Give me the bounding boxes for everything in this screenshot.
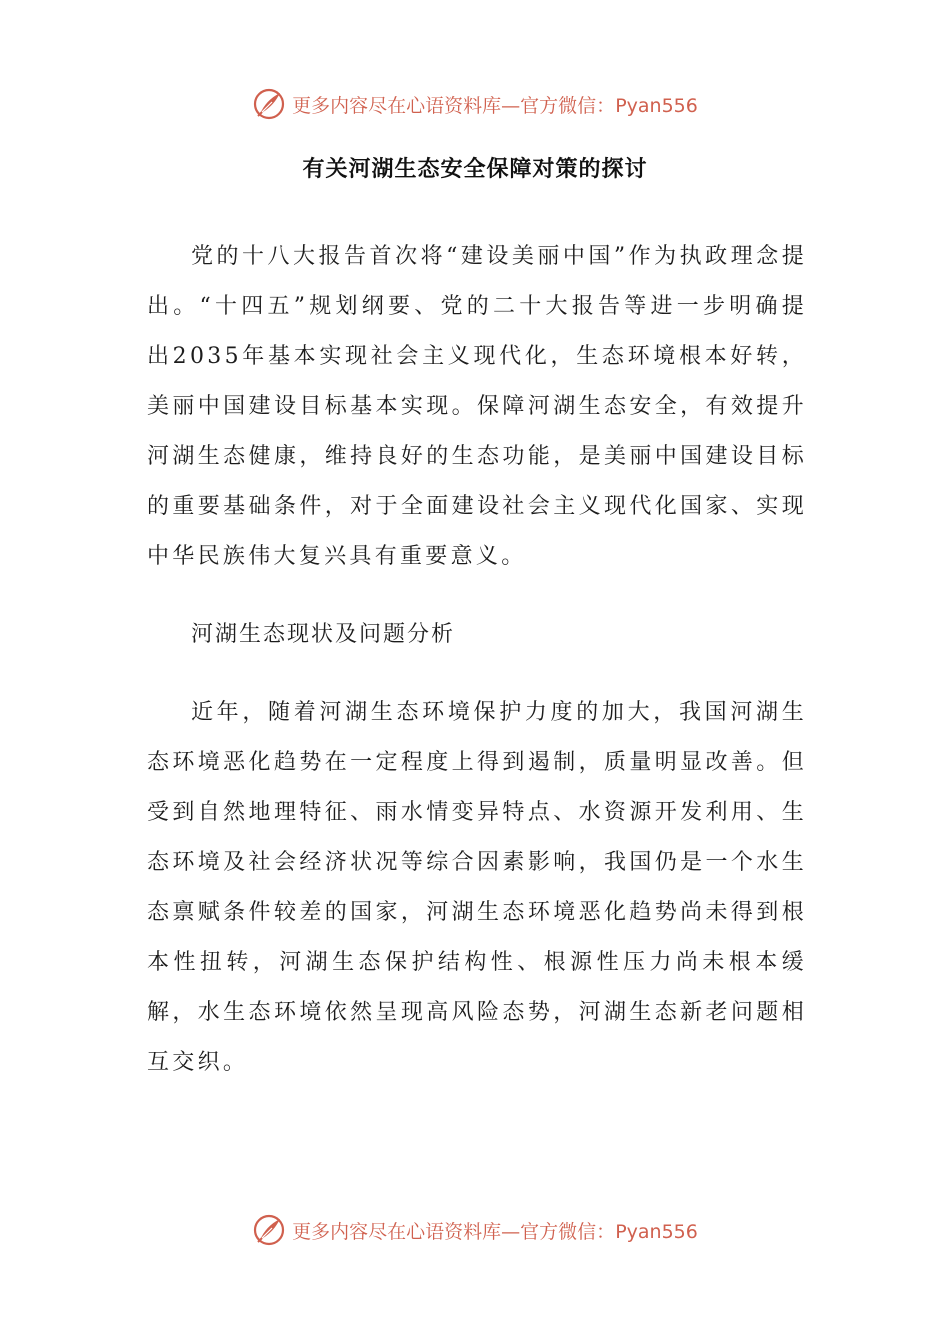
watermark-text bbox=[292, 91, 698, 118]
watermark-header bbox=[0, 84, 950, 124]
watermark-handle: Pyan556 bbox=[615, 1220, 698, 1243]
intro-paragraph: 党的十八大报告首次将“建设美丽中国”作为执政理念提出。“十四五”规划纲要、党的二十大报告等进一步明确提出2035年基本实现社会主义现代化，生态环境根本好转，美丽中国建设目标基本实现。保障河湖生态安全，有效提升河湖生态健康，维持良好的生态功能，是美丽中国建设目标的重要基础条件，对于全面建设社会主义现代化国家、实现中华民族伟大复兴具有重要意义。 bbox=[147, 244, 807, 569]
watermark-suffix: 官方微信： bbox=[520, 94, 616, 117]
watermark-separator: — bbox=[501, 1220, 521, 1243]
body-paragraph: 近年，随着河湖生态环境保护力度的加大，我国河湖生态环境恶化趋势在一定程度上得到遏制，质量明显改善。但受到自然地理特征、雨水情变异特点、水资源开发利用、生态环境及社会经济状况等综合因素影响，我国仍是一个水生态禀赋条件较差的国家，河湖生态环境恶化趋势尚未得到根本性扭转，河湖生态保护结构性、根源性压力尚未根本缓解，水生态环境依然呈现高风险态势，河湖生态新老问题相互交织。 bbox=[147, 700, 807, 1075]
watermark-handle: Pyan556 bbox=[615, 94, 698, 117]
document-title: 有关河湖生态安全保障对策的探讨 bbox=[302, 157, 648, 182]
watermark-footer bbox=[0, 1210, 950, 1250]
feather-pen-icon bbox=[252, 87, 286, 121]
document-body bbox=[147, 232, 807, 1088]
watermark-suffix: 官方微信： bbox=[520, 1220, 616, 1243]
watermark-main: 更多内容尽在心语资料库 bbox=[292, 1220, 502, 1243]
section-heading: 河湖生态现状及问题分析 bbox=[191, 622, 456, 647]
watermark-separator: — bbox=[501, 94, 521, 117]
feather-pen-icon bbox=[252, 1213, 286, 1247]
watermark-main: 更多内容尽在心语资料库 bbox=[292, 94, 502, 117]
watermark-text bbox=[292, 1217, 698, 1244]
